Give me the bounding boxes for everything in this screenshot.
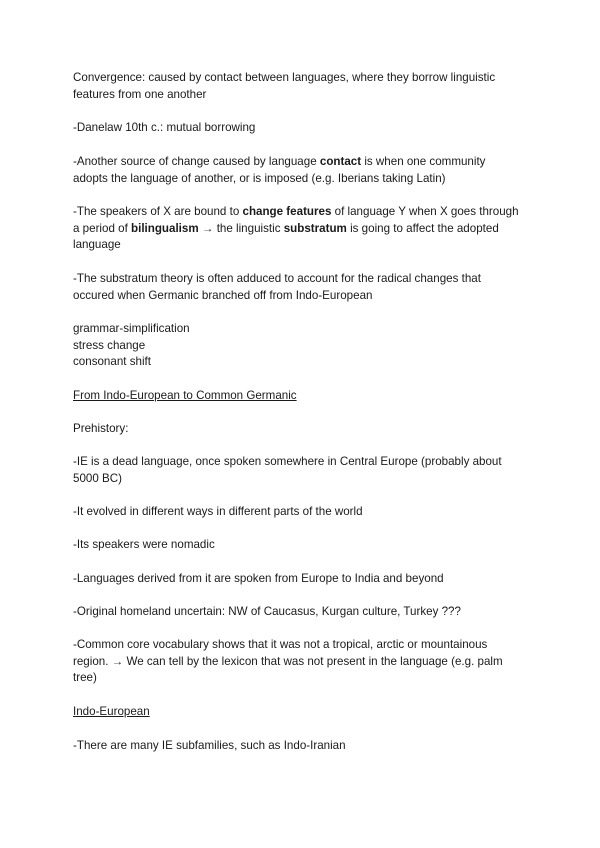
contact-text-a: -Another source of change caused by language: [73, 155, 320, 168]
speakers-bold-change-features: change features: [242, 205, 332, 218]
changes-list: [73, 321, 523, 371]
heading-indo-european: Indo-European: [73, 705, 150, 718]
speakers-text-c: of language Y when X goes through a period of: [73, 205, 519, 235]
paragraph-convergence: Convergence: caused by contact between languages, where they borrow linguistic features from one another: [73, 71, 496, 101]
paragraph-nomadic: -Its speakers were nomadic: [73, 538, 215, 551]
paragraph-ie-dead: -IE is a dead language, once spoken somewhere in Central Europe (probably about 5000 BC): [73, 455, 502, 485]
paragraph-homeland: -Original homeland uncertain: NW of Caucasus, Kurgan culture, Turkey ???: [73, 605, 461, 618]
contact-bold: contact: [319, 155, 362, 168]
paragraph-contact: [73, 154, 523, 187]
paragraph-substratum-theory: -The substratum theory is often adduced to account for the radical changes that occured when Germanic branched off from Indo-European: [73, 272, 481, 302]
speakers-text-g: is going to affect the adopted language: [73, 221, 499, 252]
list-item: consonant shift: [73, 355, 151, 369]
speakers-bold-substratum: substratum: [283, 221, 347, 235]
speakers-text-e: → the linguistic: [198, 221, 284, 235]
paragraph-evolved: -It evolved in different ways in different parts of the world: [73, 505, 363, 518]
heading-prehistory: Prehistory:: [73, 422, 129, 435]
list-item: grammar-simplification: [73, 322, 190, 335]
paragraph-speakers: [73, 204, 523, 254]
paragraph-subfamilies: -There are many IE subfamilies, such as Indo-Iranian: [73, 739, 346, 752]
speakers-bold-bilingualism: bilingualism: [131, 221, 199, 235]
heading-ie-to-germanic: From Indo-European to Common Germanic: [73, 389, 297, 402]
contact-text-b: is when one community adopts the language of another, or is imposed (e.g. Iberians taking Latin): [73, 155, 486, 185]
list-item: stress change: [73, 338, 146, 352]
speakers-text-a: -The speakers of X are bound to: [73, 205, 243, 218]
paragraph-derived: -Languages derived from it are spoken from Europe to India and beyond: [73, 572, 444, 585]
paragraph-vocabulary: -Common core vocabulary shows that it was not a tropical, arctic or mountainous region. → We can tell by the lexicon that was not present in the language (e.g. palm tree): [73, 638, 503, 685]
paragraph-danelaw: -Danelaw 10th c.: mutual borrowing: [73, 121, 256, 134]
